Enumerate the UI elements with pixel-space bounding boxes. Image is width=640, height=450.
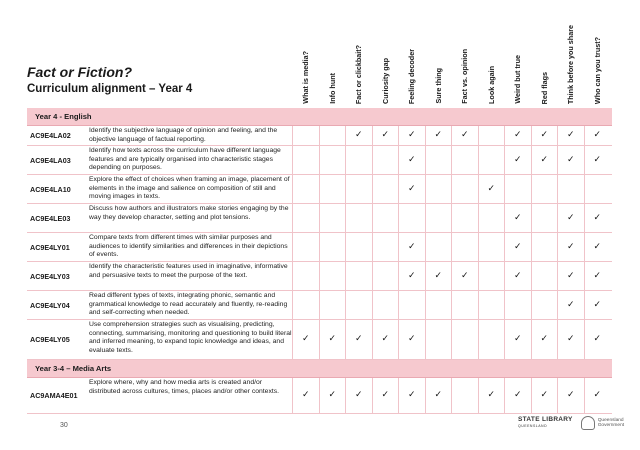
check-icon: ✓ xyxy=(566,334,575,344)
column-header-label: Think before you share xyxy=(566,24,575,104)
curriculum-code: AC9E4LY05 xyxy=(30,335,70,344)
check-cell xyxy=(398,126,425,145)
check-icon: ✓ xyxy=(354,130,363,140)
check-icon: ✓ xyxy=(381,334,390,344)
table-row xyxy=(27,378,612,414)
check-cell xyxy=(319,233,346,261)
check-icon: ✓ xyxy=(566,154,575,165)
check-cell xyxy=(504,204,531,232)
check-cell xyxy=(531,204,558,232)
check-icon: ✓ xyxy=(513,130,522,140)
check-icon: ✓ xyxy=(593,390,602,400)
check-icon: ✓ xyxy=(407,130,416,140)
check-icon: ✓ xyxy=(407,241,416,252)
check-cell xyxy=(557,233,584,261)
check-cell xyxy=(504,126,531,145)
check-icon: ✓ xyxy=(566,299,575,310)
column-header-label: Weird but true xyxy=(513,55,522,104)
check-icon: ✓ xyxy=(513,390,522,400)
check-icon: ✓ xyxy=(301,334,310,344)
column-header-label: Look again xyxy=(486,66,496,104)
check-cell xyxy=(584,126,611,145)
check-cell xyxy=(372,175,399,203)
check-cell xyxy=(584,378,611,413)
check-icon: ✓ xyxy=(407,154,416,165)
check-cell xyxy=(372,291,399,319)
check-cell xyxy=(478,126,505,145)
column-header xyxy=(398,10,425,106)
curriculum-description: Read different types of texts, integrating phonic, semantic and grammatical knowledge to read accurately and fluently, re-reading and self-correcting when needed. xyxy=(89,292,288,317)
column-header-label: Fact or clickbait? xyxy=(354,44,363,104)
check-icon: ✓ xyxy=(434,390,443,400)
check-cell xyxy=(425,378,452,413)
check-cell xyxy=(531,146,558,174)
check-cell xyxy=(319,204,346,232)
check-cell xyxy=(478,320,505,359)
check-cell xyxy=(292,126,319,145)
check-cell xyxy=(478,291,505,319)
check-icon: ✓ xyxy=(593,154,602,165)
check-cell xyxy=(425,175,452,203)
check-cell xyxy=(292,378,319,413)
curriculum-description: Explore the effect of choices when framing an image, placement of elements in the image and salience on composition of still and moving images in texts. xyxy=(89,176,290,201)
check-cell xyxy=(451,126,478,145)
check-icon: ✓ xyxy=(540,154,549,165)
check-cell xyxy=(504,320,531,359)
state-library-logo: STATE LIBRARY QUEENSLAND xyxy=(518,416,573,428)
check-cell xyxy=(557,378,584,413)
check-cell xyxy=(531,291,558,319)
check-cell xyxy=(531,175,558,203)
check-cell xyxy=(584,262,611,290)
check-icon: ✓ xyxy=(593,270,602,281)
table-row xyxy=(27,126,612,146)
check-icon: ✓ xyxy=(434,130,443,140)
check-icon: ✓ xyxy=(566,390,575,400)
curriculum-code: AC9E4LA03 xyxy=(30,155,71,165)
check-cell xyxy=(345,126,372,145)
check-icon: ✓ xyxy=(566,270,575,281)
column-header xyxy=(345,10,372,106)
column-header-label: Curiosity gap xyxy=(380,58,390,104)
check-cell xyxy=(584,175,611,203)
curriculum-code: AC9E4LA02 xyxy=(30,131,71,140)
check-icon: ✓ xyxy=(407,270,416,281)
check-icon: ✓ xyxy=(593,130,602,140)
check-cell xyxy=(398,175,425,203)
check-cell xyxy=(372,126,399,145)
check-cell xyxy=(425,146,452,174)
check-cell xyxy=(557,146,584,174)
check-icon: ✓ xyxy=(593,334,602,344)
check-cell xyxy=(451,204,478,232)
check-cell xyxy=(292,233,319,261)
check-cell xyxy=(319,175,346,203)
section-heading-row xyxy=(27,360,612,378)
table-row xyxy=(27,175,612,204)
check-cell xyxy=(372,320,399,359)
column-header xyxy=(372,10,399,106)
check-cell xyxy=(345,378,372,413)
check-cell xyxy=(398,262,425,290)
check-icon: ✓ xyxy=(487,183,496,194)
check-icon: ✓ xyxy=(540,334,549,344)
check-cell xyxy=(531,378,558,413)
check-cell xyxy=(398,204,425,232)
table-row xyxy=(27,291,612,320)
check-cell xyxy=(531,262,558,290)
check-icon: ✓ xyxy=(487,390,496,400)
check-icon: ✓ xyxy=(381,390,390,400)
check-cell xyxy=(372,262,399,290)
check-icon: ✓ xyxy=(328,334,337,344)
column-header-label: Who can you trust? xyxy=(592,36,602,104)
check-icon: ✓ xyxy=(381,130,390,140)
table-row xyxy=(27,146,612,175)
check-cell xyxy=(319,262,346,290)
curriculum-code: AC9E4LY04 xyxy=(30,300,70,310)
check-cell xyxy=(584,204,611,232)
check-icon: ✓ xyxy=(513,334,522,344)
check-icon: ✓ xyxy=(593,299,602,310)
page-title: Fact or Fiction? xyxy=(27,64,132,80)
footer-logos xyxy=(518,416,624,430)
column-header xyxy=(451,10,478,106)
section-heading-row xyxy=(27,108,612,126)
check-icon: ✓ xyxy=(540,130,549,140)
check-cell xyxy=(478,146,505,174)
queensland-government-logo: Queensland Government xyxy=(581,416,624,430)
check-cell xyxy=(557,175,584,203)
check-cell xyxy=(557,320,584,359)
check-cell xyxy=(319,320,346,359)
check-cell xyxy=(398,320,425,359)
check-cell xyxy=(451,320,478,359)
check-cell xyxy=(425,262,452,290)
column-header xyxy=(557,10,584,106)
check-cell xyxy=(504,262,531,290)
check-icon: ✓ xyxy=(301,390,310,400)
check-icon: ✓ xyxy=(513,154,522,165)
check-icon: ✓ xyxy=(593,212,602,223)
check-cell xyxy=(584,233,611,261)
check-cell xyxy=(319,378,346,413)
curriculum-code: AC9AMA4E01 xyxy=(30,391,78,400)
check-cell xyxy=(292,146,319,174)
check-cell xyxy=(451,378,478,413)
check-cell xyxy=(451,233,478,261)
check-icon: ✓ xyxy=(566,241,575,252)
check-cell xyxy=(425,126,452,145)
table-row xyxy=(27,262,612,291)
check-cell xyxy=(451,262,478,290)
column-header-label: Sure thing xyxy=(433,68,443,104)
check-icon: ✓ xyxy=(540,390,549,400)
check-cell xyxy=(398,146,425,174)
check-cell xyxy=(372,378,399,413)
check-cell xyxy=(345,262,372,290)
check-cell xyxy=(372,204,399,232)
title-block xyxy=(27,64,192,96)
check-cell xyxy=(292,291,319,319)
check-icon: ✓ xyxy=(566,130,575,140)
check-cell xyxy=(319,146,346,174)
table-row xyxy=(27,204,612,233)
curriculum-description: Identify how texts across the curriculum have different language features and are typically organised into characteristic stages depending on purposes. xyxy=(89,147,281,172)
check-cell xyxy=(372,233,399,261)
check-cell xyxy=(345,175,372,203)
column-header xyxy=(584,10,611,106)
check-cell xyxy=(557,204,584,232)
column-header-label: Fact vs. opinion xyxy=(460,49,469,104)
check-cell xyxy=(504,146,531,174)
column-headers xyxy=(292,10,612,106)
column-header xyxy=(319,10,346,106)
check-cell xyxy=(345,320,372,359)
column-header-label: Red flags xyxy=(539,71,549,104)
curriculum-code: AC9E4LA10 xyxy=(30,184,71,194)
check-cell xyxy=(398,233,425,261)
column-header xyxy=(504,10,531,106)
check-cell xyxy=(504,233,531,261)
check-icon: ✓ xyxy=(407,183,416,194)
check-cell xyxy=(345,146,372,174)
check-cell xyxy=(531,320,558,359)
curriculum-code: AC9E4LY01 xyxy=(30,242,70,252)
check-cell xyxy=(292,175,319,203)
check-cell xyxy=(292,320,319,359)
check-cell xyxy=(504,175,531,203)
check-cell xyxy=(451,175,478,203)
check-cell xyxy=(531,233,558,261)
page-subtitle: Curriculum alignment – Year 4 xyxy=(27,83,193,95)
check-cell xyxy=(557,262,584,290)
check-cell xyxy=(398,291,425,319)
check-icon: ✓ xyxy=(354,334,363,344)
section-heading: Year 4 - English xyxy=(35,112,92,121)
check-icon: ✓ xyxy=(460,270,469,281)
column-header-label: Info hunt xyxy=(327,73,337,104)
check-cell xyxy=(531,126,558,145)
curriculum-description: Identify the characteristic features used in imaginative, informative and persuasive texts to meet the purpose of the text. xyxy=(89,263,288,279)
check-cell xyxy=(425,204,452,232)
check-cell xyxy=(451,291,478,319)
page-number: 30 xyxy=(60,422,68,429)
check-cell xyxy=(451,146,478,174)
check-icon: ✓ xyxy=(434,270,443,281)
check-cell xyxy=(478,175,505,203)
check-cell xyxy=(584,291,611,319)
curriculum-description: Use comprehension strategies such as visualising, predicting, connecting, summarising, monitoring and questioning to build literal and inferred meaning, to expand topic knowledge and ideas, and evaluate texts. xyxy=(89,321,292,354)
check-cell xyxy=(292,262,319,290)
check-cell xyxy=(478,233,505,261)
check-icon: ✓ xyxy=(513,241,522,252)
check-cell xyxy=(425,291,452,319)
check-cell xyxy=(425,233,452,261)
check-icon: ✓ xyxy=(513,270,522,281)
check-cell xyxy=(345,291,372,319)
check-icon: ✓ xyxy=(566,212,575,223)
check-icon: ✓ xyxy=(460,130,469,140)
check-icon: ✓ xyxy=(354,390,363,400)
check-cell xyxy=(584,146,611,174)
check-icon: ✓ xyxy=(407,390,416,400)
check-cell xyxy=(478,204,505,232)
column-header-label: What is media? xyxy=(301,51,310,104)
check-cell xyxy=(292,204,319,232)
column-header xyxy=(425,10,452,106)
section-heading: Year 3-4 – Media Arts xyxy=(35,364,112,373)
alignment-table xyxy=(27,108,612,414)
check-cell xyxy=(584,320,611,359)
crest-icon xyxy=(581,416,595,430)
table-row xyxy=(27,233,612,262)
column-header xyxy=(478,10,505,106)
check-cell xyxy=(319,126,346,145)
check-icon: ✓ xyxy=(328,390,337,400)
column-header-label: Feeling decoder xyxy=(407,48,416,104)
curriculum-description: Discuss how authors and illustrators make stories engaging by the way they develop character, setting and plot tensions. xyxy=(89,205,289,221)
check-cell xyxy=(557,126,584,145)
check-cell xyxy=(319,291,346,319)
check-cell xyxy=(345,204,372,232)
check-cell xyxy=(557,291,584,319)
check-cell xyxy=(398,378,425,413)
column-header xyxy=(531,10,558,106)
check-icon: ✓ xyxy=(593,241,602,252)
check-cell xyxy=(345,233,372,261)
check-cell xyxy=(478,378,505,413)
curriculum-description: Identify the subjective language of opinion and feeling, and the objective language of factual reporting. xyxy=(89,127,278,143)
table-row xyxy=(27,320,612,360)
check-cell xyxy=(478,262,505,290)
column-header xyxy=(292,10,319,106)
check-icon: ✓ xyxy=(407,334,416,344)
curriculum-description: Explore where, why and how media arts is created and/or distributed across cultures, times, places and/or other contexts. xyxy=(89,379,280,395)
curriculum-code: AC9E4LE03 xyxy=(30,213,71,223)
check-cell xyxy=(504,378,531,413)
check-cell xyxy=(504,291,531,319)
check-cell xyxy=(372,146,399,174)
check-cell xyxy=(425,320,452,359)
check-icon: ✓ xyxy=(513,212,522,223)
curriculum-description: Compare texts from different times with similar purposes and audiences to identify similarities and differences in their depictions of events. xyxy=(89,234,288,259)
curriculum-code: AC9E4LY03 xyxy=(30,271,70,281)
